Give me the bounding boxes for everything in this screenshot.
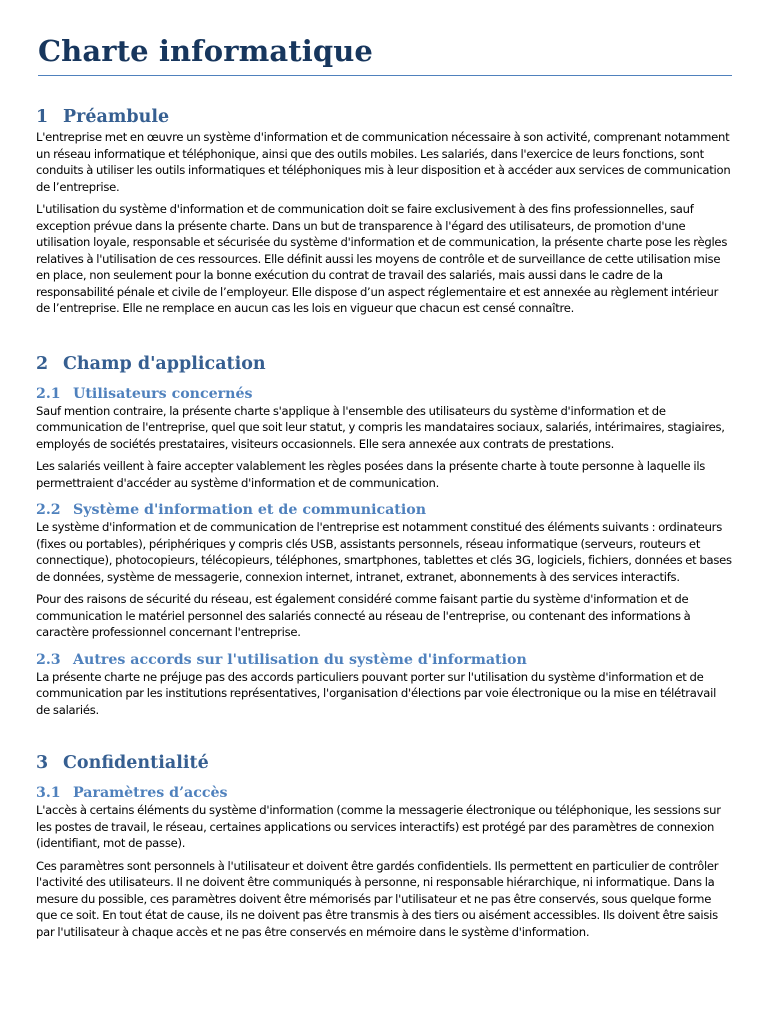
- subsection-systeme-information: [36, 501, 732, 641]
- subsection-title: Utilisateurs concernés: [73, 385, 253, 402]
- section-heading: [36, 353, 732, 375]
- document-title: Charte informatique: [38, 34, 732, 76]
- section-preambule: [36, 106, 732, 317]
- section-number: 3: [36, 753, 49, 773]
- subsection-utilisateurs: [36, 385, 732, 492]
- paragraph: Pour des raisons de sécurité du réseau, est également considéré comme faisant partie du système d'information et de communication le matériel personnel des salariés connecté au réseau de l'entreprise, ou contenant des informations à caractère professionnel concernant l'entreprise.: [36, 592, 691, 639]
- subsection-heading: [36, 385, 732, 403]
- paragraph: Le système d'information et de communication de l'entreprise est notamment constitué des éléments suivants : ordinateurs (fixes ou portables), périphériques y compris clés USB, assistants personnels, réseau informatique (serveurs, routeurs et connectique), photocopieurs, télécopieurs, téléphones, smartphones, tablettes et clés 3G, logiciels, fichiers, données et bases de données, système de messagerie, connexion internet, intranet, extranet, abonnements à des services interactifs.: [36, 520, 732, 584]
- subsection-heading: [36, 784, 732, 802]
- subsection-parametres-acces: [36, 784, 732, 940]
- paragraph: Les salariés veillent à faire accepter valablement les règles posées dans la présente charte à toute personne à laquelle ils permettraient d'accéder au système d'information et de communication.: [36, 459, 706, 490]
- section-title: Champ d'application: [63, 353, 266, 374]
- subsection-title: Paramètres d’accès: [73, 785, 228, 801]
- subsection-number: 2.3: [36, 651, 61, 668]
- subsection-heading: [36, 651, 732, 669]
- paragraph: L'accès à certains éléments du système d'information (comme la messagerie électronique ou téléphonique, les sessions sur les postes de travail, le réseau, certaines applications ou services interactifs) est protégé par des paramètres de connexion (identifiant, mot de passe).: [36, 803, 721, 850]
- section-title: Préambule: [63, 107, 170, 127]
- subsection-heading: [36, 501, 732, 519]
- paragraph: Ces paramètres sont personnels à l'utilisateur et doivent être gardés confidentiels. Ils permettent en particulier de contrôler l'activité des utilisateurs. Il ne doivent être communiqués à personne, ni responsable hiérarchique, ni informatique. Dans la mesure du possible, ces paramètres doivent être mémorisés par l'utilisateur et ne pas être conservés, sous quelque forme que ce soit. En tout état de cause, ils ne doivent pas être transmis à des tiers ou aisément accessibles. Ils doivent être saisis par l'utilisateur à chaque accès et ne pas être conservés en mémoire dans le système d'information.: [36, 858, 719, 939]
- paragraph: L'utilisation du système d'information et de communication doit se faire exclusivement à des fins professionnelles, sauf exception prévue dans la présente charte. Dans un but de transparence à l'égard des utilisateurs, de promotion d'une utilisation loyale, responsable et sécurisée du système d'information et de communication, la présente charte pose les règles relatives à l'utilisation de ces ressources. Elle définit aussi les moyens de contrôle et de surveillance de cette utilisation mise en place, non seulement pour la bonne exécution du contrat de travail des salariés, mais aussi dans le cadre de la responsabilité pénale et civile de l’employeur. Elle dispose d’un aspect réglementaire et est annexée au règlement intérieur de l’entreprise. Elle ne remplace en aucun cas les lois en vigueur que chacun est censé connaître.: [36, 202, 728, 315]
- section-heading: [36, 752, 732, 774]
- subsection-title: Système d'information et de communication: [73, 502, 427, 518]
- paragraph: La présente charte ne préjuge pas des accords particuliers pouvant porter sur l'utilisation du système d'information et de communication par les institutions représentatives, l'organisation d'élections par voie électronique ou la mise en télétravail de salariés.: [36, 669, 717, 717]
- section-champ-application: [36, 353, 732, 719]
- paragraph: L'entreprise met en œuvre un système d'information et de communication nécessaire à son activité, comprenant notamment un réseau informatique et téléphonique, ainsi que des outils mobiles. Les salariés, dans l'exercice de leurs fonctions, sont conduits à utiliser les outils informatiques et téléphoniques mis à leur disposition et à accéder aux services de communication de l’entreprise.: [36, 130, 731, 194]
- section-confidentialite: [36, 752, 732, 940]
- subsection-number: 2.1: [36, 385, 61, 402]
- section-title: Confidentialité: [63, 753, 209, 773]
- section-heading: [36, 106, 732, 128]
- section-number: 2: [36, 353, 49, 374]
- subsection-title: Autres accords sur l'utilisation du système d'information: [73, 651, 527, 668]
- subsection-number: 2.2: [36, 502, 61, 518]
- section-number: 1: [36, 107, 49, 127]
- subsection-autres-accords: [36, 651, 732, 719]
- paragraph: Sauf mention contraire, la présente charte s'applique à l'ensemble des utilisateurs du système d'information et de communication de l'entreprise, quel que soit leur statut, y compris les mandataires sociaux, salariés, intérimaires, stagiaires, employés de sociétés prestataires, visiteurs occasionnels. Elle sera annexée aux contrats de prestations.: [36, 403, 725, 451]
- subsection-number: 3.1: [36, 785, 61, 801]
